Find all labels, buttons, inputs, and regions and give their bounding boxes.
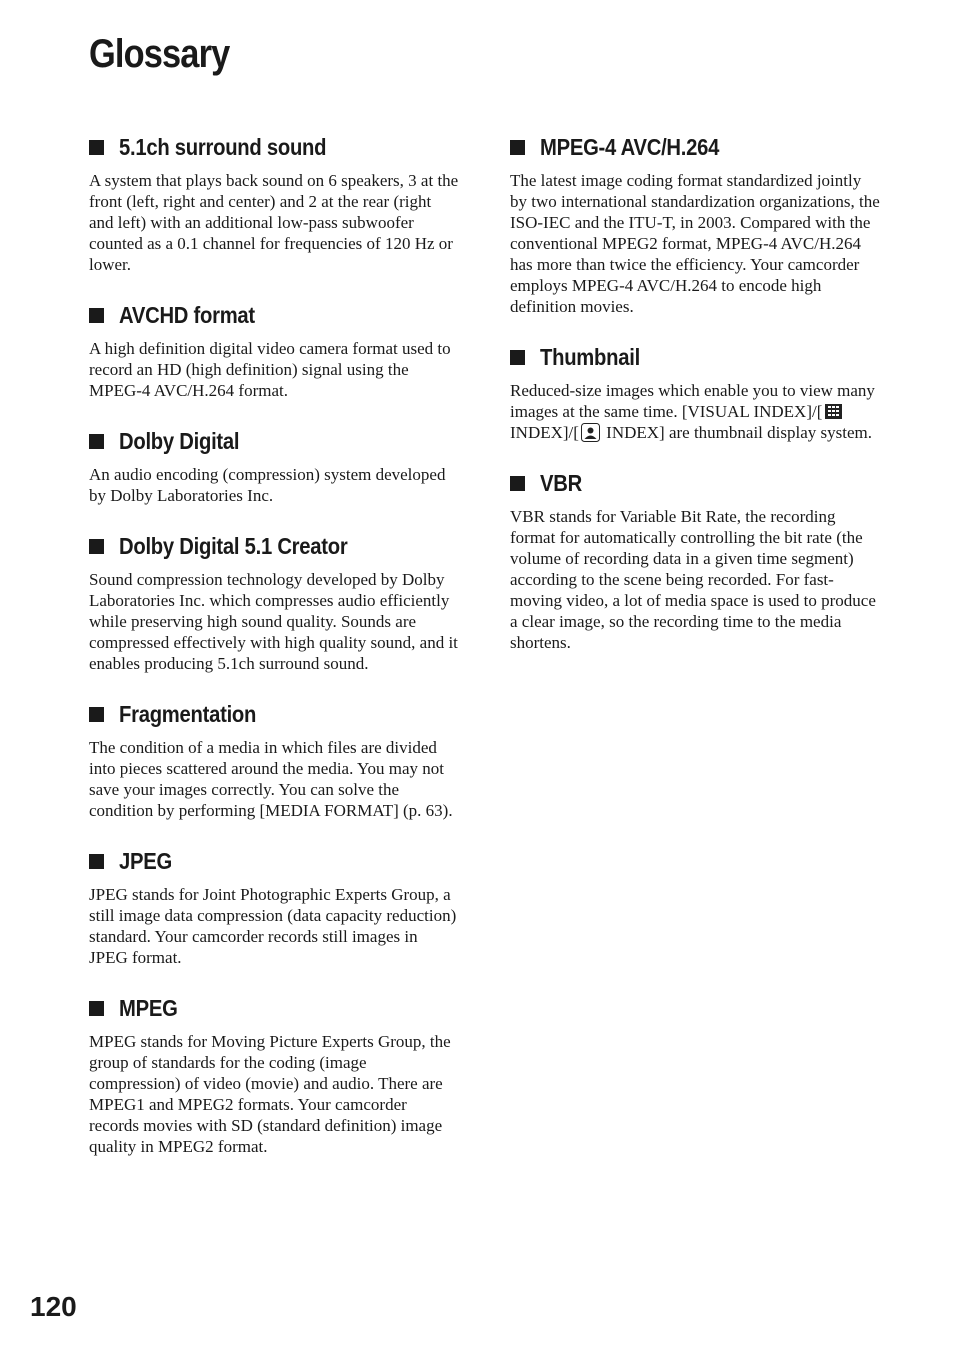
entry-heading <box>510 468 880 498</box>
entry-heading <box>89 300 459 330</box>
glossary-entry-vbr <box>510 468 880 653</box>
glossary-entry-5-1ch-surround-sound <box>89 132 459 275</box>
entry-heading-text: Dolby Digital 5.1 Creator <box>119 533 348 559</box>
entry-heading <box>89 993 459 1023</box>
black-square-bullet-icon <box>89 140 104 155</box>
glossary-entry-mpeg-4-avc-h264 <box>510 132 880 317</box>
glossary-entry-mpeg <box>89 993 459 1157</box>
entry-body: A high definition digital video camera format used to record an HD (high definition) signal using the MPEG-4 AVC/H.264 format. <box>89 339 451 400</box>
black-square-bullet-icon <box>89 707 104 722</box>
entry-heading-text: 5.1ch surround sound <box>119 134 327 160</box>
entry-heading <box>89 531 459 561</box>
black-square-bullet-icon <box>89 854 104 869</box>
black-square-bullet-icon <box>89 434 104 449</box>
entry-heading <box>89 132 459 162</box>
black-square-bullet-icon <box>510 140 525 155</box>
entry-heading <box>510 132 880 162</box>
entry-body-part: INDEX] are thumbnail display system. <box>601 423 872 442</box>
glossary-entry-jpeg <box>89 846 459 968</box>
entry-body: Sound compression technology developed by Dolby Laboratories Inc. which compresses audio efficiently while preserving high sound quality. Sounds are compressed effectively with high quality sound, and it enables producing 5.1ch surround sound. <box>89 570 458 673</box>
entry-body: A system that plays back sound on 6 speakers, 3 at the front (left, right and center) and 2 at the rear (right and left) with an additional low-pass subwoofer counted as a 0.1 channel for frequencies of 120 Hz or lower. <box>89 171 459 274</box>
entry-heading-text: JPEG <box>119 848 172 874</box>
entry-body-part: INDEX]/[ <box>510 423 579 442</box>
entry-heading <box>510 342 880 372</box>
glossary-entry-thumbnail <box>510 342 880 443</box>
black-square-bullet-icon <box>89 1001 104 1016</box>
entry-body: MPEG stands for Moving Picture Experts Group, the group of standards for the coding (image compression) of video (movie) and audio. There are MPEG1 and MPEG2 formats. Your camcorder records movies with SD (standard definition) image quality in MPEG2 format. <box>89 1032 451 1156</box>
entry-body: An audio encoding (compression) system developed by Dolby Laboratories Inc. <box>89 465 446 505</box>
glossary-entry-dolby-digital-5-1-creator <box>89 531 459 674</box>
entry-heading-text: Dolby Digital <box>119 428 240 454</box>
entry-heading-text: Fragmentation <box>119 701 257 727</box>
entry-body: JPEG stands for Joint Photographic Experts Group, a still image data compression (data capacity reduction) standard. Your camcorder records still images in JPEG format. <box>89 885 457 967</box>
entry-heading <box>89 699 459 729</box>
black-square-bullet-icon <box>89 539 104 554</box>
entry-heading-text: AVCHD format <box>119 302 255 328</box>
black-square-bullet-icon <box>89 308 104 323</box>
entry-body: The condition of a media in which files are divided into pieces scattered around the media. You may not save your images correctly. You can solve the condition by performing [MEDIA FORMAT] (p. 63). <box>89 738 453 820</box>
black-square-bullet-icon <box>510 476 525 491</box>
entry-body: VBR stands for Variable Bit Rate, the recording format for automatically controlling the bit rate (the volume of recording data in a given time segment) according to the scene being recorded. For fast-moving video, a lot of media space is used to produce a clear image, so the recording time to the media shortens. <box>510 507 876 652</box>
entry-heading <box>89 426 459 456</box>
entry-heading-text: MPEG-4 AVC/H.264 <box>540 134 720 160</box>
glossary-entry-dolby-digital <box>89 426 459 506</box>
entry-heading-text: Thumbnail <box>540 344 640 370</box>
entry-heading-text: MPEG <box>119 995 178 1021</box>
glossary-column-left <box>89 132 459 1182</box>
film-roll-index-icon <box>824 402 843 421</box>
glossary-column-right <box>510 132 880 678</box>
page-title: Glossary <box>89 32 230 76</box>
entry-heading-text: VBR <box>540 470 582 496</box>
glossary-entry-avchd-format <box>89 300 459 401</box>
page-number: 120 <box>30 1291 77 1322</box>
face-index-icon <box>581 423 600 442</box>
black-square-bullet-icon <box>510 350 525 365</box>
glossary-entry-fragmentation <box>89 699 459 821</box>
entry-heading <box>89 846 459 876</box>
entry-body-part: Reduced-size images which enable you to view many images at the same time. [VISUAL INDEX]/[ <box>510 381 875 421</box>
entry-body <box>510 380 880 443</box>
entry-body: The latest image coding format standardized jointly by two international standardization organizations, the ISO-IEC and the ITU-T, in 2003. Compared with the conventional MPEG2 format, MPEG-4 AVC/H.264 has more than twice the efficiency. Your camcorder employs MPEG-4 AVC/H.264 to encode high definition movies. <box>510 171 880 316</box>
